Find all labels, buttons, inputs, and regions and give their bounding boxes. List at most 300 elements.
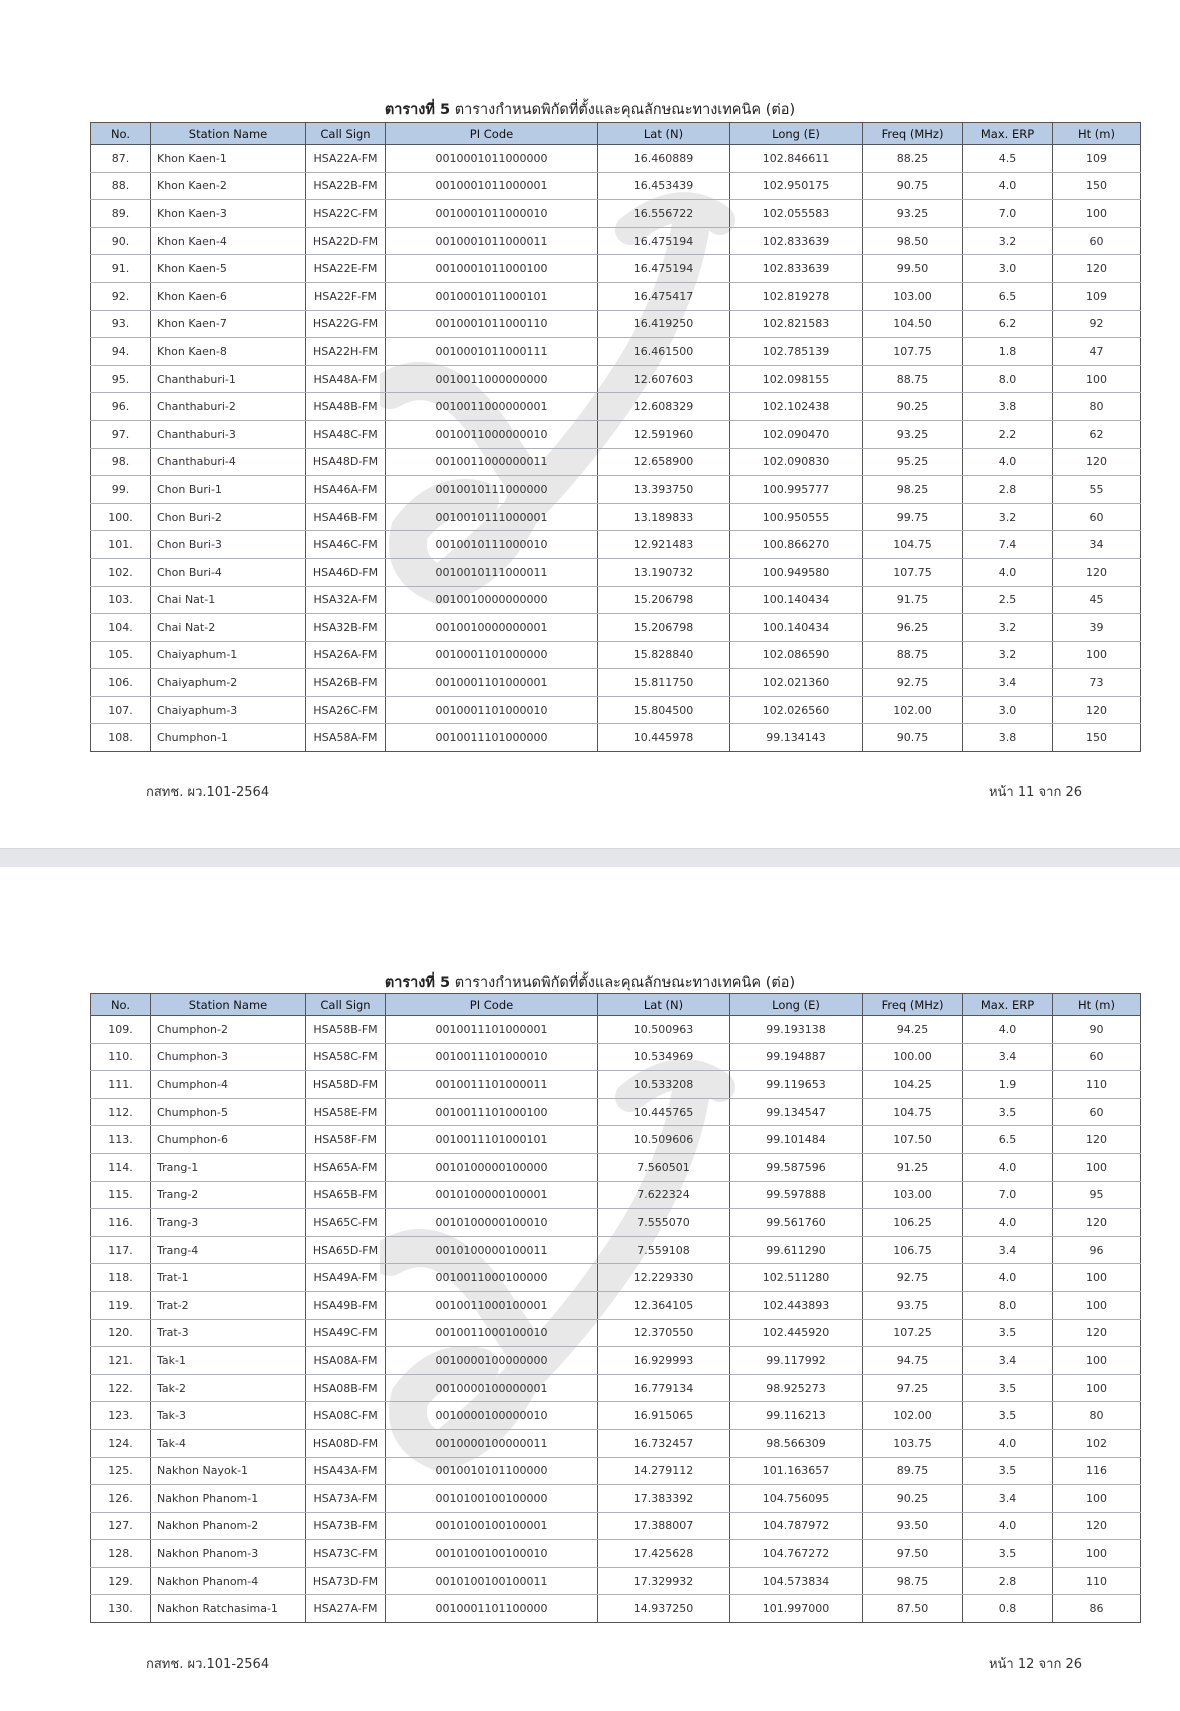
height-cell: 62 <box>1053 420 1141 448</box>
table-row <box>91 365 1141 393</box>
row-number-cell: 106. <box>91 669 151 697</box>
table-row <box>91 1236 1141 1264</box>
footer-page-number: หน้า 11 จาก 26 <box>988 785 1082 800</box>
height-cell: 120 <box>1053 696 1141 724</box>
pi-code-cell: 0010100000100000 <box>386 1153 598 1181</box>
pi-code-cell: 0010100100100000 <box>386 1485 598 1513</box>
pi-code-cell: 0010011101000100 <box>386 1098 598 1126</box>
pi-code-cell: 0010011000100001 <box>386 1291 598 1319</box>
table-row <box>91 200 1141 228</box>
latitude-cell: 16.475194 <box>598 255 730 283</box>
max-erp-cell: 7.0 <box>963 200 1053 228</box>
max-erp-cell: 4.0 <box>963 1429 1053 1457</box>
latitude-cell: 12.607603 <box>598 365 730 393</box>
row-number-cell: 100. <box>91 503 151 531</box>
pi-code-cell: 0010001011000111 <box>386 338 598 366</box>
row-number-cell: 123. <box>91 1402 151 1430</box>
height-cell: 47 <box>1053 338 1141 366</box>
frequency-cell: 96.25 <box>863 614 963 642</box>
table-row <box>91 1595 1141 1623</box>
height-cell: 100 <box>1053 1153 1141 1181</box>
column-header-latitude: Lat (N) <box>598 123 730 145</box>
pi-code-cell: 0010100100100010 <box>386 1540 598 1568</box>
height-cell: 120 <box>1053 1319 1141 1347</box>
table-row <box>91 338 1141 366</box>
station-name-cell: Khon Kaen-1 <box>151 145 306 173</box>
height-cell: 73 <box>1053 669 1141 697</box>
call-sign-cell: HSA73D-FM <box>306 1567 386 1595</box>
latitude-cell: 13.189833 <box>598 503 730 531</box>
station-name-cell: Chumphon-2 <box>151 1016 306 1044</box>
table-row <box>91 1126 1141 1154</box>
frequency-cell: 93.75 <box>863 1291 963 1319</box>
call-sign-cell: HSA46A-FM <box>306 476 386 504</box>
frequency-cell: 98.75 <box>863 1567 963 1595</box>
longitude-cell: 100.995777 <box>730 476 863 504</box>
station-name-cell: Chaiyaphum-2 <box>151 669 306 697</box>
table-row <box>91 1098 1141 1126</box>
station-name-cell: Trang-2 <box>151 1181 306 1209</box>
call-sign-cell: HSA22B-FM <box>306 172 386 200</box>
row-number-cell: 103. <box>91 586 151 614</box>
table-row <box>91 641 1141 669</box>
latitude-cell: 16.461500 <box>598 338 730 366</box>
latitude-cell: 16.460889 <box>598 145 730 173</box>
height-cell: 100 <box>1053 1540 1141 1568</box>
longitude-cell: 98.925273 <box>730 1374 863 1402</box>
table-row <box>91 1016 1141 1044</box>
table-row <box>91 227 1141 255</box>
height-cell: 150 <box>1053 172 1141 200</box>
frequency-cell: 104.75 <box>863 1098 963 1126</box>
station-name-cell: Chanthaburi-1 <box>151 365 306 393</box>
table-row <box>91 1485 1141 1513</box>
pi-code-cell: 0010010101100000 <box>386 1457 598 1485</box>
latitude-cell: 17.329932 <box>598 1567 730 1595</box>
table-row <box>91 282 1141 310</box>
call-sign-cell: HSA48D-FM <box>306 448 386 476</box>
frequency-cell: 88.75 <box>863 365 963 393</box>
pi-code-cell: 0010001011000110 <box>386 310 598 338</box>
call-sign-cell: HSA46D-FM <box>306 558 386 586</box>
row-number-cell: 88. <box>91 172 151 200</box>
station-name-cell: Chai Nat-2 <box>151 614 306 642</box>
document-page-2 <box>0 867 1180 1711</box>
call-sign-cell: HSA58F-FM <box>306 1126 386 1154</box>
station-name-cell: Chumphon-1 <box>151 724 306 752</box>
row-number-cell: 87. <box>91 145 151 173</box>
column-header-max-erp: Max. ERP <box>963 994 1053 1016</box>
longitude-cell: 99.119653 <box>730 1071 863 1099</box>
max-erp-cell: 0.8 <box>963 1595 1053 1623</box>
height-cell: 100 <box>1053 1347 1141 1375</box>
height-cell: 39 <box>1053 614 1141 642</box>
call-sign-cell: HSA08C-FM <box>306 1402 386 1430</box>
row-number-cell: 98. <box>91 448 151 476</box>
row-number-cell: 119. <box>91 1291 151 1319</box>
frequency-cell: 103.00 <box>863 1181 963 1209</box>
pi-code-cell: 0010011000000011 <box>386 448 598 476</box>
latitude-cell: 12.658900 <box>598 448 730 476</box>
longitude-cell: 102.833639 <box>730 227 863 255</box>
pi-code-cell: 0010001011000101 <box>386 282 598 310</box>
station-name-cell: Khon Kaen-8 <box>151 338 306 366</box>
table-row <box>91 1540 1141 1568</box>
latitude-cell: 12.591960 <box>598 420 730 448</box>
frequency-cell: 106.25 <box>863 1209 963 1237</box>
max-erp-cell: 3.2 <box>963 641 1053 669</box>
latitude-cell: 16.732457 <box>598 1429 730 1457</box>
call-sign-cell: HSA08B-FM <box>306 1374 386 1402</box>
table-caption <box>0 98 1180 121</box>
latitude-cell: 16.915065 <box>598 1402 730 1430</box>
table-caption-text: ตารางกำหนดพิกัดที่ตั้งและคุณลักษณะทางเทคนิค (ต่อ) <box>454 102 796 118</box>
max-erp-cell: 2.8 <box>963 1567 1053 1595</box>
row-number-cell: 118. <box>91 1264 151 1292</box>
pi-code-cell: 0010000100000010 <box>386 1402 598 1430</box>
frequency-cell: 94.75 <box>863 1347 963 1375</box>
latitude-cell: 7.560501 <box>598 1153 730 1181</box>
longitude-cell: 98.566309 <box>730 1429 863 1457</box>
longitude-cell: 100.140434 <box>730 586 863 614</box>
call-sign-cell: HSA22E-FM <box>306 255 386 283</box>
longitude-cell: 102.846611 <box>730 145 863 173</box>
call-sign-cell: HSA58C-FM <box>306 1043 386 1071</box>
call-sign-cell: HSA65B-FM <box>306 1181 386 1209</box>
frequency-cell: 99.75 <box>863 503 963 531</box>
frequency-cell: 90.25 <box>863 393 963 421</box>
frequency-cell: 104.75 <box>863 531 963 559</box>
frequency-cell: 93.25 <box>863 200 963 228</box>
latitude-cell: 16.556722 <box>598 200 730 228</box>
height-cell: 110 <box>1053 1567 1141 1595</box>
longitude-cell: 102.102438 <box>730 393 863 421</box>
table-row <box>91 310 1141 338</box>
table-row <box>91 172 1141 200</box>
longitude-cell: 102.833639 <box>730 255 863 283</box>
station-name-cell: Chaiyaphum-1 <box>151 641 306 669</box>
latitude-cell: 10.534969 <box>598 1043 730 1071</box>
longitude-cell: 104.787972 <box>730 1512 863 1540</box>
row-number-cell: 120. <box>91 1319 151 1347</box>
call-sign-cell: HSA43A-FM <box>306 1457 386 1485</box>
row-number-cell: 111. <box>91 1071 151 1099</box>
height-cell: 100 <box>1053 1264 1141 1292</box>
latitude-cell: 10.445978 <box>598 724 730 752</box>
table-row <box>91 145 1141 173</box>
longitude-cell: 102.098155 <box>730 365 863 393</box>
call-sign-cell: HSA08A-FM <box>306 1347 386 1375</box>
row-number-cell: 104. <box>91 614 151 642</box>
table-row <box>91 1567 1141 1595</box>
latitude-cell: 15.828840 <box>598 641 730 669</box>
height-cell: 120 <box>1053 255 1141 283</box>
call-sign-cell: HSA58B-FM <box>306 1016 386 1044</box>
latitude-cell: 15.804500 <box>598 696 730 724</box>
station-name-cell: Chanthaburi-3 <box>151 420 306 448</box>
latitude-cell: 14.937250 <box>598 1595 730 1623</box>
station-table <box>90 122 1141 752</box>
table-row <box>91 1181 1141 1209</box>
call-sign-cell: HSA48B-FM <box>306 393 386 421</box>
latitude-cell: 10.509606 <box>598 1126 730 1154</box>
call-sign-cell: HSA49B-FM <box>306 1291 386 1319</box>
station-name-cell: Nakhon Nayok-1 <box>151 1457 306 1485</box>
latitude-cell: 17.425628 <box>598 1540 730 1568</box>
station-name-cell: Khon Kaen-6 <box>151 282 306 310</box>
station-name-cell: Chumphon-4 <box>151 1071 306 1099</box>
call-sign-cell: HSA46B-FM <box>306 503 386 531</box>
table-row <box>91 1153 1141 1181</box>
pi-code-cell: 0010000100000001 <box>386 1374 598 1402</box>
station-name-cell: Khon Kaen-3 <box>151 200 306 228</box>
longitude-cell: 102.055583 <box>730 200 863 228</box>
max-erp-cell: 3.2 <box>963 614 1053 642</box>
longitude-cell: 104.756095 <box>730 1485 863 1513</box>
frequency-cell: 107.75 <box>863 558 963 586</box>
height-cell: 100 <box>1053 641 1141 669</box>
call-sign-cell: HSA73B-FM <box>306 1512 386 1540</box>
pi-code-cell: 0010000100000011 <box>386 1429 598 1457</box>
column-header-pi-code: PI Code <box>386 994 598 1016</box>
table-header-row <box>91 994 1141 1016</box>
max-erp-cell: 4.0 <box>963 1016 1053 1044</box>
height-cell: 102 <box>1053 1429 1141 1457</box>
longitude-cell: 102.090830 <box>730 448 863 476</box>
max-erp-cell: 3.4 <box>963 1043 1053 1071</box>
call-sign-cell: HSA58D-FM <box>306 1071 386 1099</box>
frequency-cell: 94.25 <box>863 1016 963 1044</box>
latitude-cell: 12.229330 <box>598 1264 730 1292</box>
station-name-cell: Chanthaburi-2 <box>151 393 306 421</box>
call-sign-cell: HSA32A-FM <box>306 586 386 614</box>
latitude-cell: 15.206798 <box>598 586 730 614</box>
table-row <box>91 696 1141 724</box>
table-row <box>91 1512 1141 1540</box>
table-row <box>91 1402 1141 1430</box>
row-number-cell: 89. <box>91 200 151 228</box>
pi-code-cell: 0010000100000000 <box>386 1347 598 1375</box>
call-sign-cell: HSA58E-FM <box>306 1098 386 1126</box>
call-sign-cell: HSA65C-FM <box>306 1209 386 1237</box>
frequency-cell: 97.25 <box>863 1374 963 1402</box>
longitude-cell: 101.163657 <box>730 1457 863 1485</box>
frequency-cell: 100.00 <box>863 1043 963 1071</box>
frequency-cell: 91.75 <box>863 586 963 614</box>
latitude-cell: 12.921483 <box>598 531 730 559</box>
max-erp-cell: 2.5 <box>963 586 1053 614</box>
max-erp-cell: 2.8 <box>963 476 1053 504</box>
max-erp-cell: 4.0 <box>963 172 1053 200</box>
pi-code-cell: 0010100000100011 <box>386 1236 598 1264</box>
pi-code-cell: 0010001011000010 <box>386 200 598 228</box>
row-number-cell: 92. <box>91 282 151 310</box>
max-erp-cell: 3.4 <box>963 1236 1053 1264</box>
call-sign-cell: HSA22G-FM <box>306 310 386 338</box>
max-erp-cell: 3.8 <box>963 724 1053 752</box>
row-number-cell: 107. <box>91 696 151 724</box>
height-cell: 95 <box>1053 1181 1141 1209</box>
height-cell: 120 <box>1053 448 1141 476</box>
column-header-station-name: Station Name <box>151 994 306 1016</box>
longitude-cell: 102.950175 <box>730 172 863 200</box>
column-header-row-number: No. <box>91 123 151 145</box>
height-cell: 80 <box>1053 1402 1141 1430</box>
frequency-cell: 106.75 <box>863 1236 963 1264</box>
row-number-cell: 127. <box>91 1512 151 1540</box>
station-name-cell: Trat-3 <box>151 1319 306 1347</box>
station-name-cell: Chon Buri-2 <box>151 503 306 531</box>
max-erp-cell: 4.0 <box>963 1512 1053 1540</box>
call-sign-cell: HSA32B-FM <box>306 614 386 642</box>
row-number-cell: 93. <box>91 310 151 338</box>
max-erp-cell: 3.2 <box>963 227 1053 255</box>
row-number-cell: 99. <box>91 476 151 504</box>
longitude-cell: 102.445920 <box>730 1319 863 1347</box>
height-cell: 120 <box>1053 1512 1141 1540</box>
frequency-cell: 88.75 <box>863 641 963 669</box>
row-number-cell: 91. <box>91 255 151 283</box>
latitude-cell: 16.475417 <box>598 282 730 310</box>
longitude-cell: 99.101484 <box>730 1126 863 1154</box>
height-cell: 120 <box>1053 1209 1141 1237</box>
max-erp-cell: 8.0 <box>963 365 1053 393</box>
column-header-longitude: Long (E) <box>730 123 863 145</box>
station-name-cell: Chon Buri-4 <box>151 558 306 586</box>
call-sign-cell: HSA26B-FM <box>306 669 386 697</box>
pi-code-cell: 0010010000000001 <box>386 614 598 642</box>
station-name-cell: Chai Nat-1 <box>151 586 306 614</box>
station-table <box>90 993 1141 1623</box>
max-erp-cell: 8.0 <box>963 1291 1053 1319</box>
row-number-cell: 129. <box>91 1567 151 1595</box>
longitude-cell: 99.116213 <box>730 1402 863 1430</box>
frequency-cell: 104.50 <box>863 310 963 338</box>
frequency-cell: 102.00 <box>863 1402 963 1430</box>
table-caption <box>0 971 1180 994</box>
height-cell: 96 <box>1053 1236 1141 1264</box>
latitude-cell: 15.206798 <box>598 614 730 642</box>
height-cell: 90 <box>1053 1016 1141 1044</box>
height-cell: 120 <box>1053 1126 1141 1154</box>
max-erp-cell: 3.4 <box>963 669 1053 697</box>
row-number-cell: 110. <box>91 1043 151 1071</box>
table-row <box>91 558 1141 586</box>
longitude-cell: 99.194887 <box>730 1043 863 1071</box>
table-row <box>91 255 1141 283</box>
latitude-cell: 14.279112 <box>598 1457 730 1485</box>
call-sign-cell: HSA73C-FM <box>306 1540 386 1568</box>
table-caption-number: ตารางที่ 5 <box>384 102 451 118</box>
table-row <box>91 586 1141 614</box>
max-erp-cell: 4.0 <box>963 448 1053 476</box>
frequency-cell: 103.75 <box>863 1429 963 1457</box>
station-name-cell: Khon Kaen-4 <box>151 227 306 255</box>
frequency-cell: 104.25 <box>863 1071 963 1099</box>
longitude-cell: 99.587596 <box>730 1153 863 1181</box>
frequency-cell: 91.25 <box>863 1153 963 1181</box>
latitude-cell: 10.500963 <box>598 1016 730 1044</box>
pi-code-cell: 0010011101000010 <box>386 1043 598 1071</box>
height-cell: 109 <box>1053 282 1141 310</box>
max-erp-cell: 3.5 <box>963 1098 1053 1126</box>
longitude-cell: 102.511280 <box>730 1264 863 1292</box>
pi-code-cell: 0010011101000101 <box>386 1126 598 1154</box>
pi-code-cell: 0010011000000001 <box>386 393 598 421</box>
pi-code-cell: 0010011000000010 <box>386 420 598 448</box>
latitude-cell: 16.779134 <box>598 1374 730 1402</box>
height-cell: 45 <box>1053 586 1141 614</box>
height-cell: 100 <box>1053 1485 1141 1513</box>
row-number-cell: 114. <box>91 1153 151 1181</box>
call-sign-cell: HSA08D-FM <box>306 1429 386 1457</box>
pi-code-cell: 0010011000100010 <box>386 1319 598 1347</box>
row-number-cell: 97. <box>91 420 151 448</box>
latitude-cell: 10.533208 <box>598 1071 730 1099</box>
table-row <box>91 1209 1141 1237</box>
height-cell: 120 <box>1053 558 1141 586</box>
pi-code-cell: 0010010111000010 <box>386 531 598 559</box>
row-number-cell: 90. <box>91 227 151 255</box>
longitude-cell: 100.866270 <box>730 531 863 559</box>
height-cell: 86 <box>1053 1595 1141 1623</box>
station-name-cell: Chanthaburi-4 <box>151 448 306 476</box>
pi-code-cell: 0010001011000001 <box>386 172 598 200</box>
max-erp-cell: 6.5 <box>963 282 1053 310</box>
pi-code-cell: 0010100100100011 <box>386 1567 598 1595</box>
column-header-call-sign: Call Sign <box>306 123 386 145</box>
table-row <box>91 393 1141 421</box>
longitude-cell: 104.573834 <box>730 1567 863 1595</box>
call-sign-cell: HSA22H-FM <box>306 338 386 366</box>
call-sign-cell: HSA49C-FM <box>306 1319 386 1347</box>
station-name-cell: Trang-3 <box>151 1209 306 1237</box>
frequency-cell: 97.50 <box>863 1540 963 1568</box>
call-sign-cell: HSA49A-FM <box>306 1264 386 1292</box>
max-erp-cell: 6.2 <box>963 310 1053 338</box>
call-sign-cell: HSA65D-FM <box>306 1236 386 1264</box>
latitude-cell: 7.622324 <box>598 1181 730 1209</box>
latitude-cell: 16.419250 <box>598 310 730 338</box>
column-header-max-erp: Max. ERP <box>963 123 1053 145</box>
table-caption-number: ตารางที่ 5 <box>384 975 451 991</box>
station-name-cell: Chaiyaphum-3 <box>151 696 306 724</box>
longitude-cell: 101.997000 <box>730 1595 863 1623</box>
latitude-cell: 17.383392 <box>598 1485 730 1513</box>
footer-document-code: กสทช. ผว.101-2564 <box>146 785 270 800</box>
station-name-cell: Chumphon-5 <box>151 1098 306 1126</box>
longitude-cell: 99.193138 <box>730 1016 863 1044</box>
station-name-cell: Chon Buri-1 <box>151 476 306 504</box>
footer-document-code: กสทช. ผว.101-2564 <box>146 1657 270 1672</box>
height-cell: 100 <box>1053 200 1141 228</box>
longitude-cell: 102.086590 <box>730 641 863 669</box>
row-number-cell: 126. <box>91 1485 151 1513</box>
table-row <box>91 1347 1141 1375</box>
max-erp-cell: 4.0 <box>963 1153 1053 1181</box>
row-number-cell: 121. <box>91 1347 151 1375</box>
latitude-cell: 7.555070 <box>598 1209 730 1237</box>
frequency-cell: 93.50 <box>863 1512 963 1540</box>
column-header-height: Ht (m) <box>1053 123 1141 145</box>
station-name-cell: Trat-1 <box>151 1264 306 1292</box>
max-erp-cell: 4.0 <box>963 558 1053 586</box>
longitude-cell: 102.021360 <box>730 669 863 697</box>
call-sign-cell: HSA73A-FM <box>306 1485 386 1513</box>
frequency-cell: 95.25 <box>863 448 963 476</box>
station-name-cell: Nakhon Phanom-4 <box>151 1567 306 1595</box>
longitude-cell: 99.597888 <box>730 1181 863 1209</box>
